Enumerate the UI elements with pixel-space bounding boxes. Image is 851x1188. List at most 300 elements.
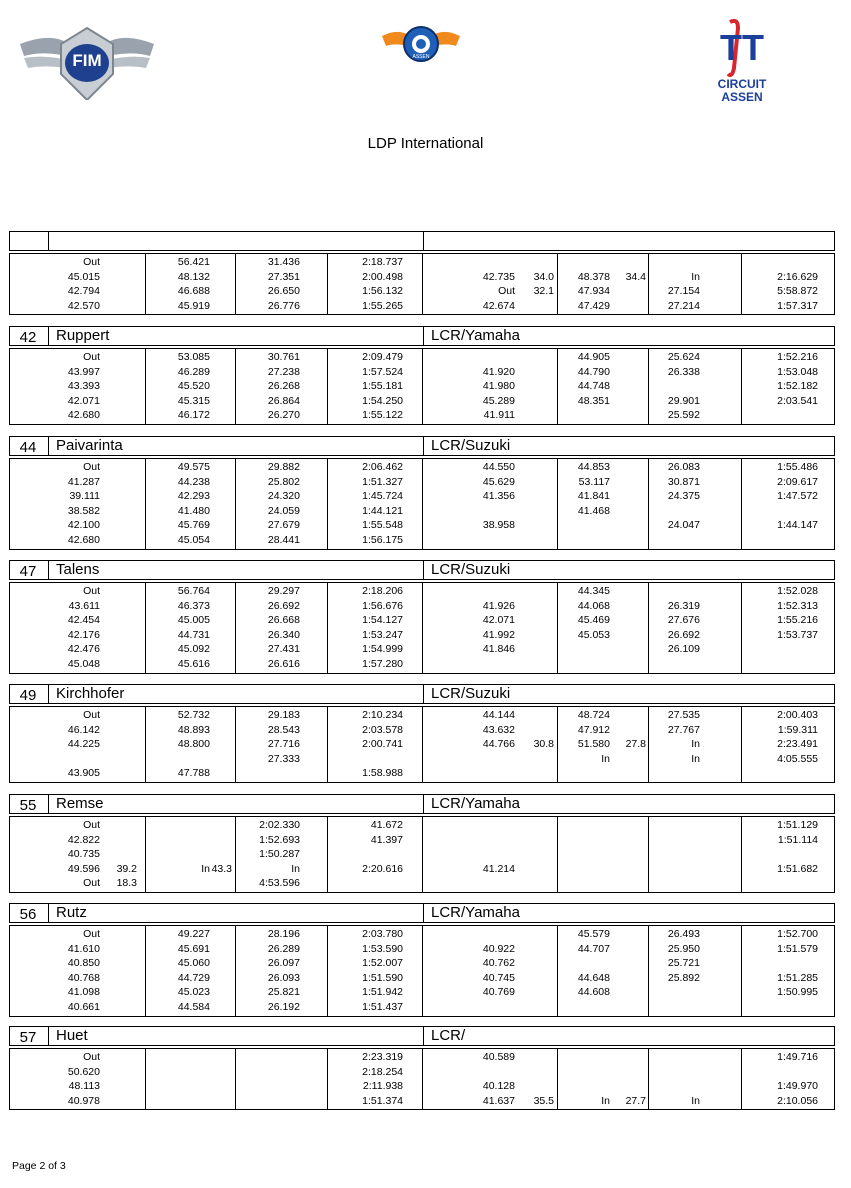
lap-cell: 41.356 bbox=[482, 490, 515, 503]
lap-cell: 26.493 bbox=[667, 928, 700, 940]
lap-cell: 40.762 bbox=[482, 957, 515, 970]
rider-number: 55 bbox=[19, 797, 37, 814]
lap-cell: 1:52.182 bbox=[777, 380, 818, 393]
column-divider bbox=[741, 1049, 742, 1109]
lap-cell: 1:56.132 bbox=[362, 285, 403, 298]
lap-cell: In bbox=[691, 752, 700, 765]
lap-cell: 39.2 bbox=[116, 862, 137, 875]
rider-number: 56 bbox=[19, 906, 37, 923]
rider-name: Talens bbox=[56, 561, 100, 578]
rider-header bbox=[9, 794, 835, 816]
rider-header bbox=[9, 436, 835, 458]
lap-cell: 41.841 bbox=[577, 490, 610, 503]
column-divider bbox=[422, 707, 423, 782]
rider-team: LCR/Suzuki bbox=[431, 437, 511, 454]
lap-cell: 1:51.374 bbox=[362, 1094, 403, 1107]
lap-cell: 45.469 bbox=[577, 614, 610, 627]
lap-cell: 27.8 bbox=[625, 738, 646, 751]
rider-team: LCR/Yamaha bbox=[431, 904, 520, 921]
lap-cell: 28.543 bbox=[267, 723, 300, 736]
lap-cell: 41.926 bbox=[482, 599, 515, 612]
lap-cell: 40.589 bbox=[482, 1051, 515, 1063]
lap-cell: 25.821 bbox=[267, 986, 300, 999]
column-divider bbox=[327, 1049, 328, 1109]
column-divider bbox=[327, 583, 328, 673]
lap-cell: 1:51.437 bbox=[362, 1001, 403, 1013]
lap-cell: 47.934 bbox=[577, 285, 610, 298]
lap-cell: 1:59.311 bbox=[777, 723, 818, 736]
lap-cell: 45.092 bbox=[177, 643, 210, 656]
lap-cell: 46.688 bbox=[177, 285, 210, 298]
lap-cell: 2:00.403 bbox=[777, 709, 818, 721]
lap-cell: 27.679 bbox=[267, 519, 300, 532]
lap-cell: 40.745 bbox=[482, 971, 515, 984]
column-divider bbox=[422, 349, 423, 424]
lap-cell: 44.748 bbox=[577, 380, 610, 393]
lap-cell: Out bbox=[83, 351, 100, 363]
lap-cell: 45.691 bbox=[177, 942, 210, 955]
lap-cell: 43.905 bbox=[67, 767, 100, 780]
lap-cell: 42.794 bbox=[67, 285, 100, 298]
lap-cell: 1:51.942 bbox=[362, 986, 403, 999]
lap-cell: 2:23.319 bbox=[362, 1051, 403, 1063]
lap-cell: 41.610 bbox=[67, 942, 100, 955]
lap-cell: 1:50.287 bbox=[259, 848, 300, 861]
knmv-logo bbox=[380, 18, 462, 68]
lap-cell: 27.767 bbox=[667, 723, 700, 736]
lap-cell: 47.788 bbox=[177, 767, 210, 780]
column-divider bbox=[422, 254, 423, 314]
rider-header bbox=[9, 1026, 835, 1048]
lap-cell: Out bbox=[83, 256, 100, 268]
lap-cell: 44.345 bbox=[577, 585, 610, 597]
lap-cell: 44.550 bbox=[482, 461, 515, 473]
lap-cell: 45.023 bbox=[177, 986, 210, 999]
column-divider bbox=[741, 707, 742, 782]
rider-team-box bbox=[423, 231, 835, 251]
lap-cell: 30.8 bbox=[533, 738, 554, 751]
lap-cell: 1:54.250 bbox=[362, 394, 403, 407]
lap-cell: 26.616 bbox=[267, 658, 300, 670]
lap-cell: 1:55.265 bbox=[362, 299, 403, 312]
lap-cell: 28.196 bbox=[267, 928, 300, 940]
column-divider bbox=[327, 459, 328, 549]
lap-cell: 1:55.122 bbox=[362, 409, 403, 422]
lap-cell: In bbox=[601, 1094, 610, 1107]
lap-cell: 1:55.181 bbox=[362, 380, 403, 393]
lap-cell: 2:02.330 bbox=[259, 819, 300, 831]
lap-cell: 40.735 bbox=[67, 848, 100, 861]
column-divider bbox=[422, 926, 423, 1016]
lap-cell: 1:52.693 bbox=[259, 833, 300, 846]
lap-cell: 27.214 bbox=[667, 299, 700, 312]
lap-cell: Out bbox=[83, 819, 100, 831]
fim-logo-text: FIM bbox=[72, 51, 102, 70]
lap-cell: 27.431 bbox=[267, 643, 300, 656]
lap-cell: 41.672 bbox=[370, 819, 403, 831]
lap-cell: 4:05.555 bbox=[777, 752, 818, 765]
lap-cell: 1:52.007 bbox=[362, 957, 403, 970]
lap-cell: 2:23.491 bbox=[777, 738, 818, 751]
lap-cell: 2:03.578 bbox=[362, 723, 403, 736]
rider-name: Kirchhofer bbox=[56, 685, 125, 702]
lap-grid bbox=[9, 1048, 835, 1110]
lap-cell: 46.172 bbox=[177, 409, 210, 422]
lap-cell: 32.1 bbox=[533, 285, 554, 298]
lap-cell: 42.674 bbox=[482, 299, 515, 312]
lap-cell: 44.729 bbox=[177, 971, 210, 984]
lap-cell: 27.154 bbox=[667, 285, 700, 298]
lap-cell: 45.053 bbox=[577, 628, 610, 641]
lap-cell: 27.535 bbox=[667, 709, 700, 721]
tt-assen-logo bbox=[704, 18, 780, 106]
lap-cell: 43.611 bbox=[68, 599, 100, 612]
lap-cell: 40.922 bbox=[482, 942, 515, 955]
column-divider bbox=[327, 926, 328, 1016]
lap-cell: 27.716 bbox=[267, 738, 300, 751]
lap-cell: 53.117 bbox=[578, 475, 610, 488]
lap-cell: 29.901 bbox=[667, 394, 700, 407]
rider-number: 47 bbox=[19, 563, 37, 580]
lap-cell: 26.270 bbox=[267, 409, 300, 422]
lap-cell: 26.650 bbox=[267, 285, 300, 298]
lap-cell: 1:51.114 bbox=[777, 833, 818, 846]
lap-cell: 1:55.486 bbox=[777, 461, 818, 473]
lap-cell: 1:47.572 bbox=[777, 490, 818, 503]
lap-cell: 48.724 bbox=[577, 709, 610, 721]
column-divider bbox=[422, 583, 423, 673]
lap-cell: 2:18.254 bbox=[362, 1065, 403, 1078]
lap-cell: 41.920 bbox=[482, 365, 515, 378]
lap-cell: In bbox=[291, 862, 300, 875]
lap-cell: 41.287 bbox=[67, 475, 100, 488]
lap-cell: 26.864 bbox=[267, 394, 300, 407]
lap-cell: 1:52.700 bbox=[777, 928, 818, 940]
lap-cell: Out bbox=[83, 585, 100, 597]
lap-grid bbox=[9, 348, 835, 425]
rider-team-box bbox=[423, 1026, 835, 1046]
lap-cell: 39.111 bbox=[69, 490, 100, 503]
rider-name: Huet bbox=[56, 1027, 88, 1044]
lap-cell: 44.790 bbox=[577, 365, 610, 378]
lap-cell: 48.132 bbox=[177, 270, 210, 283]
lap-cell: 1:51.327 bbox=[362, 475, 403, 488]
lap-cell: 1:44.147 bbox=[777, 519, 818, 532]
rider-name: Paivarinta bbox=[56, 437, 123, 454]
column-divider bbox=[422, 817, 423, 892]
lap-cell: 1:56.175 bbox=[362, 534, 403, 546]
lap-cell: 48.113 bbox=[68, 1080, 100, 1093]
lap-grid bbox=[9, 816, 835, 893]
lap-cell: 44.238 bbox=[177, 475, 210, 488]
lap-cell: 41.992 bbox=[482, 628, 515, 641]
lap-cell: 50.620 bbox=[67, 1065, 100, 1078]
lap-cell: 2:10.234 bbox=[362, 709, 403, 721]
lap-cell: 48.893 bbox=[177, 723, 210, 736]
rider-name: Rutz bbox=[56, 904, 87, 921]
tt-logo-line1: CIRCUIT bbox=[717, 77, 767, 91]
rider-header bbox=[9, 903, 835, 925]
lap-cell: 42.735 bbox=[482, 270, 515, 283]
lap-cell: 35.5 bbox=[533, 1094, 554, 1107]
lap-cell: 2:03.541 bbox=[777, 394, 818, 407]
lap-cell: 30.871 bbox=[667, 475, 700, 488]
lap-cell: 45.054 bbox=[177, 534, 210, 546]
column-divider bbox=[741, 459, 742, 549]
lap-cell: 5:58.872 bbox=[777, 285, 818, 298]
lap-cell: 24.047 bbox=[667, 519, 700, 532]
lap-cell: 1:54.127 bbox=[362, 614, 403, 627]
column-divider bbox=[327, 254, 328, 314]
lap-cell: 1:56.676 bbox=[362, 599, 403, 612]
lap-cell: 28.441 bbox=[267, 534, 300, 546]
column-divider bbox=[145, 817, 146, 892]
lap-cell: 46.373 bbox=[177, 599, 210, 612]
lap-cell: 51.580 bbox=[577, 738, 610, 751]
rider-name-box bbox=[48, 794, 424, 814]
lap-cell: 24.320 bbox=[267, 490, 300, 503]
lap-cell: 44.144 bbox=[482, 709, 515, 721]
lap-cell: In bbox=[691, 1094, 700, 1107]
lap-grid bbox=[9, 458, 835, 550]
rider-name-box bbox=[48, 560, 424, 580]
tt-logo-mark: TT bbox=[720, 27, 764, 68]
lap-cell: 26.083 bbox=[667, 461, 700, 473]
column-divider bbox=[327, 349, 328, 424]
lap-cell: 26.319 bbox=[667, 599, 700, 612]
lap-cell: 40.850 bbox=[67, 957, 100, 970]
lap-cell: 26.093 bbox=[267, 971, 300, 984]
knmv-winged-badge-icon bbox=[380, 18, 462, 68]
lap-cell: 49.575 bbox=[177, 461, 210, 473]
lap-cell: 2:09.479 bbox=[362, 351, 403, 363]
rider-name-box bbox=[48, 1026, 424, 1046]
lap-grid bbox=[9, 706, 835, 783]
lap-cell: 2:18.737 bbox=[362, 256, 403, 268]
rider-number: 44 bbox=[19, 439, 37, 456]
lap-cell: 1:52.313 bbox=[777, 599, 818, 612]
lap-cell: 1:51.590 bbox=[362, 971, 403, 984]
lap-cell: 1:52.028 bbox=[777, 585, 818, 597]
lap-cell: In bbox=[201, 862, 210, 875]
lap-cell: 25.624 bbox=[667, 351, 700, 363]
lap-cell: 27.676 bbox=[667, 614, 700, 627]
lap-cell: 2:18.206 bbox=[362, 585, 403, 597]
lap-cell: 1:53.737 bbox=[777, 628, 818, 641]
lap-cell: 2:20.616 bbox=[362, 862, 403, 875]
lap-cell: 27.238 bbox=[267, 365, 300, 378]
lap-cell: 45.015 bbox=[67, 270, 100, 283]
lap-cell: 43.3 bbox=[211, 862, 232, 875]
lap-cell: 41.637 bbox=[482, 1094, 515, 1107]
lap-cell: 27.7 bbox=[625, 1094, 646, 1107]
lap-cell: 44.853 bbox=[577, 461, 610, 473]
lap-cell: 26.109 bbox=[667, 643, 700, 656]
column-divider bbox=[741, 254, 742, 314]
fim-logo bbox=[16, 22, 158, 100]
lap-cell: 2:00.498 bbox=[362, 270, 403, 283]
lap-cell: 34.4 bbox=[625, 270, 646, 283]
lap-cell: 29.882 bbox=[267, 461, 300, 473]
lap-grid bbox=[9, 582, 835, 674]
lap-cell: 49.596 bbox=[67, 862, 100, 875]
lap-cell: 48.378 bbox=[577, 270, 610, 283]
lap-cell: 1:51.682 bbox=[777, 862, 818, 875]
rider-name: Ruppert bbox=[56, 327, 110, 344]
lap-cell: 43.997 bbox=[67, 365, 100, 378]
rider-header bbox=[9, 684, 835, 706]
lap-cell: 1:51.579 bbox=[777, 942, 818, 955]
lap-cell: 1:54.999 bbox=[362, 643, 403, 656]
lap-cell: 38.582 bbox=[67, 504, 100, 517]
lap-cell: 47.429 bbox=[577, 299, 610, 312]
lap-cell: 29.183 bbox=[267, 709, 300, 721]
lap-cell: 41.480 bbox=[177, 504, 210, 517]
rider-team: LCR/Suzuki bbox=[431, 561, 511, 578]
lap-cell: 42.454 bbox=[67, 614, 100, 627]
lap-cell: 26.692 bbox=[667, 628, 700, 641]
lap-cell: 30.761 bbox=[267, 351, 300, 363]
lap-cell: 45.060 bbox=[177, 957, 210, 970]
lap-cell: 49.227 bbox=[177, 928, 210, 940]
lap-cell: 1:44.121 bbox=[362, 504, 403, 517]
page-title: LDP International bbox=[367, 135, 484, 152]
lap-cell: 25.950 bbox=[667, 942, 700, 955]
lap-cell: 41.980 bbox=[482, 380, 515, 393]
lap-cell: Out bbox=[83, 709, 100, 721]
lap-cell: 25.892 bbox=[667, 971, 700, 984]
lap-cell: Out bbox=[83, 877, 100, 890]
rider-header bbox=[9, 231, 835, 253]
lap-cell: 44.731 bbox=[177, 628, 210, 641]
lap-cell: In bbox=[691, 738, 700, 751]
lap-cell: 42.100 bbox=[67, 519, 100, 532]
lap-cell: 1:49.970 bbox=[777, 1080, 818, 1093]
rider-number bbox=[9, 231, 47, 253]
lap-cell: 26.268 bbox=[267, 380, 300, 393]
lap-cell: 44.608 bbox=[577, 986, 610, 999]
lap-cell: 41.214 bbox=[482, 862, 515, 875]
lap-cell: 26.338 bbox=[667, 365, 700, 378]
lap-cell: 44.766 bbox=[482, 738, 515, 751]
lap-cell: 24.375 bbox=[667, 490, 700, 503]
lap-cell: 43.632 bbox=[482, 723, 515, 736]
lap-cell: 53.085 bbox=[177, 351, 210, 363]
lap-cell: 42.570 bbox=[67, 299, 100, 312]
lap-cell: 44.225 bbox=[67, 738, 100, 751]
lap-cell: 45.005 bbox=[177, 614, 210, 627]
lap-cell: 44.905 bbox=[577, 351, 610, 363]
lap-cell: 40.978 bbox=[67, 1094, 100, 1107]
lap-cell: 26.340 bbox=[267, 628, 300, 641]
lap-cell: 45.629 bbox=[482, 475, 515, 488]
column-divider bbox=[327, 817, 328, 892]
lap-cell: 43.393 bbox=[67, 380, 100, 393]
lap-cell: 1:51.285 bbox=[777, 971, 818, 984]
lap-cell: 25.721 bbox=[667, 957, 700, 970]
lap-cell: 26.692 bbox=[267, 599, 300, 612]
lap-cell: 27.333 bbox=[267, 752, 300, 765]
lap-cell: 26.097 bbox=[267, 957, 300, 970]
lap-cell: In bbox=[691, 270, 700, 283]
rider-name: Remse bbox=[56, 795, 104, 812]
lap-cell: 1:58.988 bbox=[362, 767, 403, 780]
lap-cell: 45.315 bbox=[177, 394, 210, 407]
lap-cell: 26.192 bbox=[267, 1001, 300, 1013]
lap-cell: 1:57.524 bbox=[362, 365, 403, 378]
rider-number: 49 bbox=[19, 687, 37, 704]
lap-cell: 45.919 bbox=[177, 299, 210, 312]
lap-cell: 41.846 bbox=[482, 643, 515, 656]
lap-cell: 2:06.462 bbox=[362, 461, 403, 473]
rider-team: LCR/Suzuki bbox=[431, 685, 511, 702]
lap-cell: 45.769 bbox=[177, 519, 210, 532]
column-divider bbox=[648, 817, 649, 892]
lap-cell: 48.800 bbox=[177, 738, 210, 751]
lap-cell: 47.912 bbox=[577, 723, 610, 736]
lap-cell: 44.707 bbox=[577, 942, 610, 955]
knmv-logo-text: ASSEN bbox=[412, 54, 430, 60]
column-divider bbox=[422, 1049, 423, 1109]
column-divider bbox=[557, 817, 558, 892]
lap-cell: Out bbox=[83, 461, 100, 473]
lap-cell: 46.142 bbox=[67, 723, 100, 736]
rider-name-box bbox=[48, 231, 424, 251]
column-divider bbox=[741, 926, 742, 1016]
lap-cell: 45.048 bbox=[67, 658, 100, 670]
lap-cell: 41.098 bbox=[67, 986, 100, 999]
lap-cell: 44.648 bbox=[577, 971, 610, 984]
lap-cell: 26.668 bbox=[267, 614, 300, 627]
lap-cell: 46.289 bbox=[177, 365, 210, 378]
lap-cell: 40.769 bbox=[482, 986, 515, 999]
lap-cell: 45.579 bbox=[577, 928, 610, 940]
lap-cell: 26.289 bbox=[267, 942, 300, 955]
lap-cell: 1:55.216 bbox=[777, 614, 818, 627]
lap-cell: 1:57.280 bbox=[362, 658, 403, 670]
column-divider bbox=[327, 707, 328, 782]
lap-cell: 27.351 bbox=[267, 270, 300, 283]
tt-logo-line2: ASSEN bbox=[721, 90, 763, 104]
lap-cell: 26.776 bbox=[267, 299, 300, 312]
lap-cell: 2:03.780 bbox=[362, 928, 403, 940]
lap-cell: Out bbox=[498, 285, 515, 298]
lap-cell: 40.128 bbox=[482, 1080, 515, 1093]
lap-cell: 24.059 bbox=[267, 504, 300, 517]
lap-cell: 1:53.590 bbox=[362, 942, 403, 955]
lap-cell: 44.068 bbox=[577, 599, 610, 612]
lap-cell: 41.468 bbox=[577, 504, 610, 517]
lap-cell: 40.661 bbox=[67, 1001, 100, 1013]
lap-cell: 1:55.548 bbox=[362, 519, 403, 532]
rider-name-box bbox=[48, 903, 424, 923]
lap-cell: 45.616 bbox=[177, 658, 210, 670]
lap-cell: 52.732 bbox=[177, 709, 210, 721]
lap-cell: 2:11.938 bbox=[362, 1080, 403, 1093]
lap-cell: 42.476 bbox=[67, 643, 100, 656]
lap-cell: 42.680 bbox=[67, 409, 100, 422]
lap-cell: 4:53.596 bbox=[259, 877, 300, 890]
lap-cell: 45.289 bbox=[482, 394, 515, 407]
lap-cell: In bbox=[601, 752, 610, 765]
rider-team: LCR/Yamaha bbox=[431, 327, 520, 344]
lap-cell: 1:52.216 bbox=[777, 351, 818, 363]
lap-cell: 1:53.247 bbox=[362, 628, 403, 641]
lap-cell: 42.680 bbox=[67, 534, 100, 546]
lap-cell: 1:45.724 bbox=[362, 490, 403, 503]
lap-cell: 56.421 bbox=[177, 256, 210, 268]
lap-grid bbox=[9, 253, 835, 315]
